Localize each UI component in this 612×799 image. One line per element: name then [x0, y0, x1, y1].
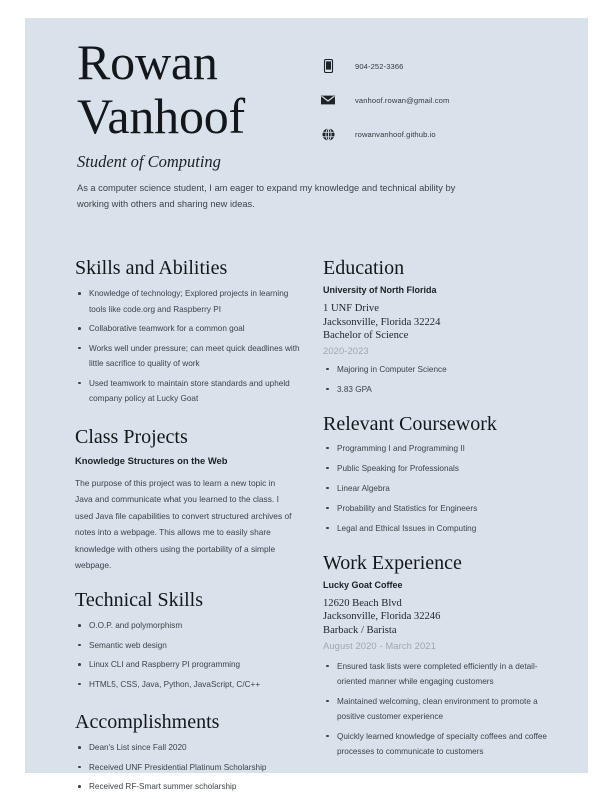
left-column: [75, 256, 303, 799]
job-role: Barback / Barista: [323, 624, 397, 636]
list-item: Received UNF Presidential Platinum Scholarship: [75, 760, 303, 776]
school-name: University of North Florida: [323, 285, 437, 295]
section-heading-relevant-coursework: Relevant Coursework: [323, 412, 497, 435]
section-heading-technical-skills: Technical Skills: [75, 589, 204, 612]
contact-row-phone: [320, 52, 520, 80]
degree: Bachelor of Science: [323, 330, 409, 342]
list-item: Works well under pressure; can meet quick deadlines with little sacrifice to quality of work: [75, 341, 303, 372]
contact-row-email: [320, 86, 520, 114]
job-title: Student of Computing: [77, 152, 221, 171]
list-item: Programming I and Programming II: [323, 441, 563, 456]
list-item: Majoring in Computer Science: [323, 362, 563, 377]
employer-address-line-2: Jacksonville, Florida 32246: [323, 611, 441, 623]
list-item: Maintained welcoming, clean environment to promote a positive customer experience: [323, 694, 563, 724]
education-list: [323, 362, 563, 397]
project-title: Knowledge Structures on the Web: [75, 454, 228, 466]
list-item: 3.83 GPA: [323, 382, 563, 397]
list-item: Linear Algebra: [323, 481, 563, 496]
list-item: Quickly learned knowledge of specialty coffees and coffee processes to communicate to customers: [323, 729, 563, 759]
section-heading-work-experience: Work Experience: [323, 551, 462, 574]
list-item: Semantic web design: [75, 638, 303, 654]
resume-page: [25, 18, 588, 792]
education-dates: 2020-2023: [323, 344, 369, 356]
list-item: Received RF-Smart summer scholarship: [75, 779, 303, 795]
list-item: Knowledge of technology; Explored projects in learning tools like code.org and Raspberry PI: [75, 286, 303, 317]
skills-list: [75, 286, 303, 407]
section-heading-accomplishments: Accomplishments: [75, 711, 220, 734]
name-line-2: Vanhoof: [77, 88, 246, 144]
title-summary-block: [77, 152, 507, 212]
list-item: O.O.P. and polymorphism: [75, 618, 303, 634]
coursework-list: [323, 441, 563, 536]
school-address-line-1: 1 UNF Drive: [323, 303, 379, 314]
website-text: rowanvanhoof.github.io: [355, 129, 436, 139]
list-item: Legal and Ethical Issues in Computing: [323, 521, 563, 536]
employer-name: Lucky Goat Coffee: [323, 579, 403, 590]
project-description: The purpose of this project was to learn a new topic in Java and communicate what you learned to the class. I used Java file capabilities to convert structured archives of notes into a webpage. This allows me to easily share knowledge with others using the portability of a simple webpage.: [75, 477, 292, 571]
globe-icon: [320, 126, 336, 142]
name-line-1: Rowan: [77, 34, 218, 90]
school-address-line-2: Jacksonville, Florida 32224: [323, 316, 441, 328]
phone-icon: [320, 58, 336, 74]
section-heading-skills: Skills and Abilities: [75, 257, 228, 279]
list-item: Collaborative teamwork for a common goal: [75, 321, 303, 337]
list-item: Used teamwork to maintain store standards and upheld company policy at Lucky Goat: [75, 376, 303, 407]
technical-skills-list: [75, 618, 303, 692]
list-item: Probability and Statistics for Engineers: [323, 501, 563, 516]
phone-text: 904-252-3366: [355, 61, 404, 71]
contact-row-website: [320, 120, 520, 148]
contact-block: [320, 52, 520, 154]
work-dates: August 2020 - March 2021: [323, 639, 436, 651]
envelope-icon: [320, 92, 336, 108]
email-text: vanhoof.rowan@gmail.com: [355, 95, 450, 105]
page-title: [77, 35, 337, 143]
list-item: Dean's List since Fall 2020: [75, 740, 303, 756]
list-item: Linux CLI and Raspberry PI programming: [75, 657, 303, 673]
list-item: Ensured task lists were completed efficiently in a detail-oriented manner while engaging customers: [323, 659, 563, 689]
accomplishments-list: [75, 740, 303, 795]
right-column: [323, 256, 563, 764]
section-heading-class-projects: Class Projects: [75, 425, 188, 448]
list-item: HTML5, CSS, Java, Python, JavaScript, C/C++: [75, 677, 303, 693]
summary-text: As a computer science student, I am eager to expand my knowledge and technical ability by working with others and sharing new ideas.: [77, 183, 456, 209]
section-heading-education: Education: [323, 257, 405, 279]
employer-address-line-1: 12620 Beach Blvd: [323, 597, 402, 609]
work-duties-list: [323, 659, 563, 759]
list-item: Public Speaking for Professionals: [323, 461, 563, 476]
